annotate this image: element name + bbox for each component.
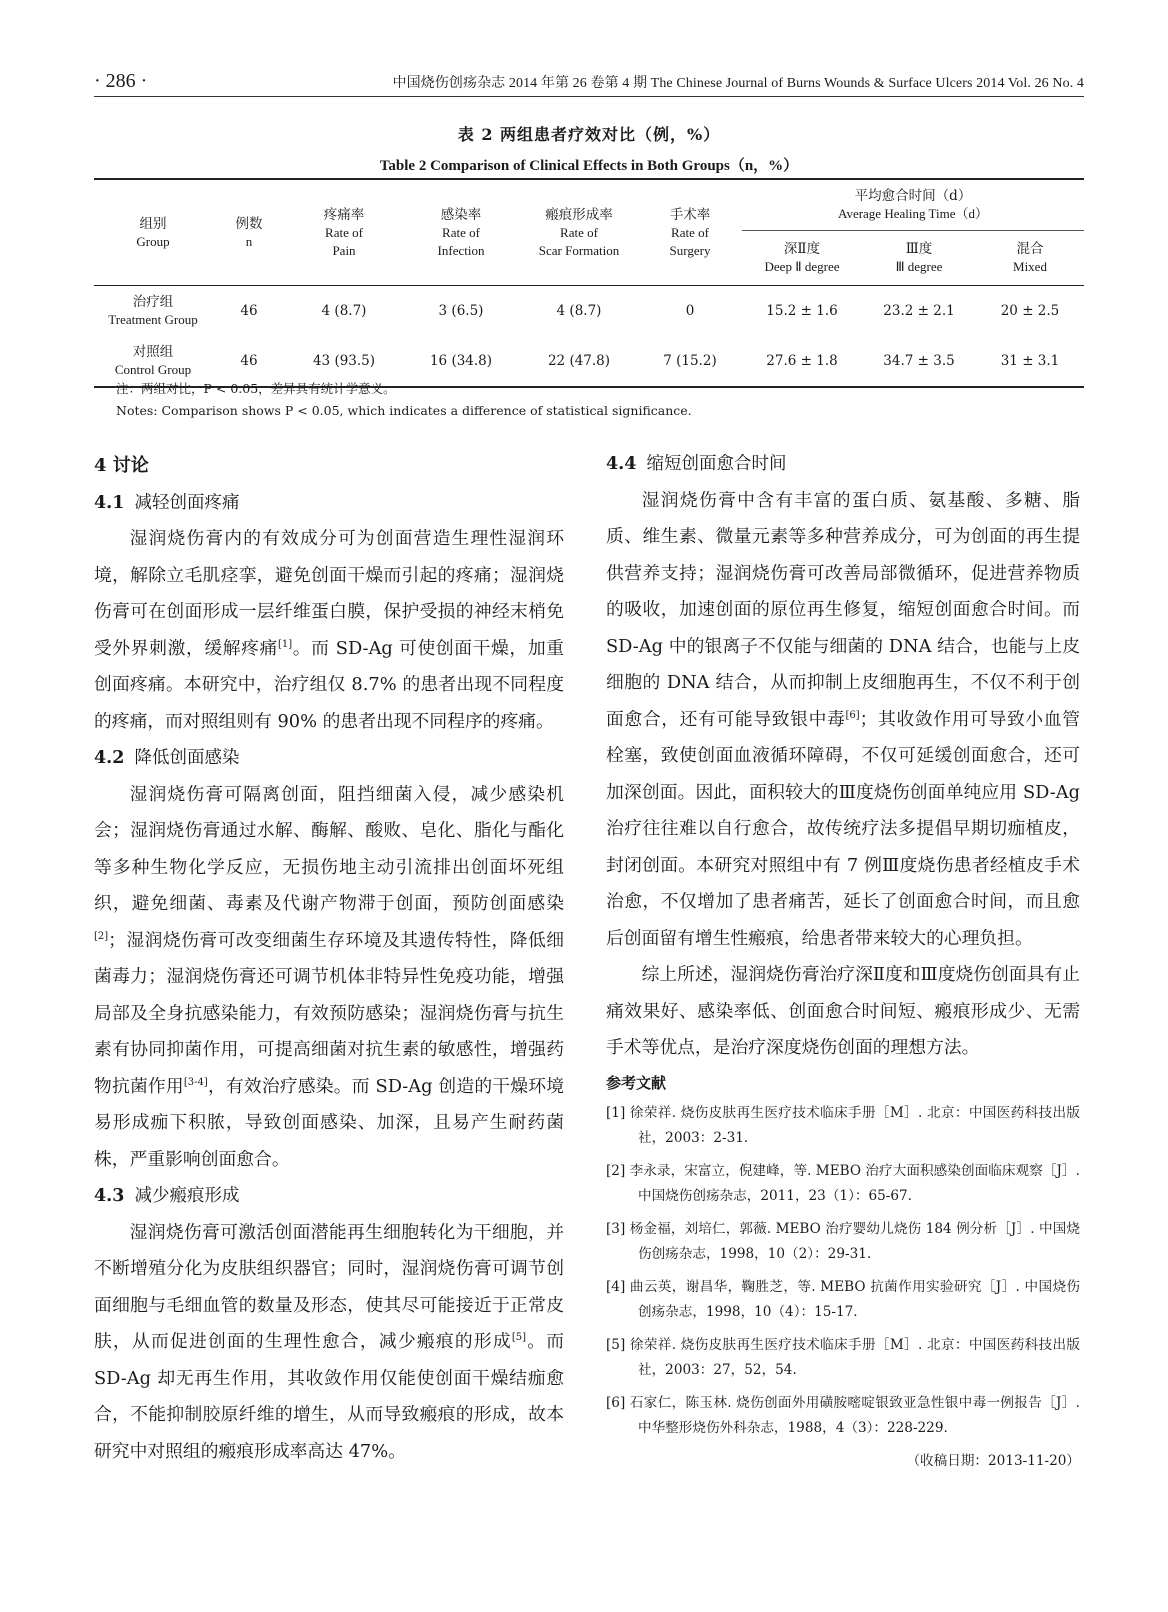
- cell-infection: 3 (6.5): [438, 303, 484, 319]
- subsection-heading-4-2: 4.2 降低创面感染: [94, 748, 240, 768]
- journal-running-title: 中国烧伤创疡杂志 2014 年第 26 卷第 4 期 The Chinese Journal of Burns Wounds & Surface Ulcers 2014 Vol. 26 No. 4: [392, 76, 1084, 91]
- header-group: 组别 Group: [136, 215, 170, 249]
- received-date: （收稿日期：2013-11-20）: [906, 1452, 1080, 1469]
- results-table: [94, 178, 1084, 388]
- subsection-heading-4-4: 4.4 缩短创面愈合时间: [606, 454, 787, 474]
- cell-deep2: 15.2 ± 1.6: [766, 303, 838, 319]
- citation: [1]: [277, 638, 293, 650]
- header-healing-time: 平均愈合时间（d） Average Healing Time（d）: [742, 179, 1084, 231]
- header-scar: 瘢痕形成率 Rate of Scar Formation: [538, 206, 620, 258]
- cell-mixed: 31 ± 3.1: [1000, 353, 1060, 369]
- header-deg3: Ⅲ度 Ⅲ degree: [895, 241, 943, 274]
- subsection-heading-4-3: 4.3 减少瘢痕形成: [94, 1186, 240, 1206]
- citation: [2]: [94, 930, 109, 942]
- cell-pain: 4 (8.7): [321, 303, 367, 319]
- cell-surgery: 0: [685, 303, 695, 319]
- section-heading-discussion: 4 讨论: [94, 455, 149, 476]
- paragraph-4-2: 湿润烧伤膏可隔离创面，阻挡细菌入侵，减少感染机会；湿润烧伤膏通过水解、酶解、酸败、皂化、脂化与酯化等多种生物化学反应，无损伤地主动引流排出创面坏死组织，避免细菌、毒素及代谢产物滞于创面，预防创面感染[2]；湿润烧伤膏可改变细菌生存环境及其遗传特性，降低细菌毒力；湿润烧伤膏还可调节机体非特异性免疫功能，增强局部及全身抗感染能力，有效预防感染；湿润烧伤膏与抗生素有协同抑菌作用，可提高细菌对抗生素的敏感性，增强药物抗菌作用[3-4]，有效治疗感染。而 SD-Ag 创造的干燥环境易形成痂下积脓，导致创面感染、加深，且易产生耐药菌株，严重影响创面愈合。: [94, 783, 564, 1170]
- cell-deep2: 27.6 ± 1.8: [766, 353, 838, 369]
- header-deep2: 深Ⅱ度 Deep Ⅱ degree: [764, 241, 840, 274]
- cell-deg3: 23.2 ± 2.1: [883, 303, 955, 319]
- paragraph-4-4: 湿润烧伤膏中含有丰富的蛋白质、氨基酸、多糖、脂质、维生素、微量元素等多种营养成分，可为创面的再生提供营养支持；湿润烧伤膏可改善局部微循环，促进营养物质的吸收，加速创面的原位再生修复，缩短创面愈合时间。而 SD-Ag 中的银离子不仅能与细菌的 DNA 结合，也能与上皮细胞的 DNA 结合，从而抑制上皮细胞再生，不仅不利于创面愈合，还有可能导致银中毒[6]；其收敛作用可导致小血管栓塞，致使创面血液循环障碍，不仅可延缓创面愈合，还可加深创面。因此，面积较大的Ⅲ度烧伤创面单纯应用 SD-Ag 治疗往往难以自行愈合，故传统疗法多提倡早期切痂植皮，封闭创面。本研究对照组中有 7 例Ⅲ度烧伤患者经植皮手术治愈，不仅增加了患者痛苦，延长了创面愈合时间，而且愈后创面留有增生性瘢痕，给患者带来较大的心理负担。: [606, 489, 1080, 949]
- paragraph-4-1: 湿润烧伤膏内的有效成分可为创面营造生理性湿润环境，解除立毛肌痉挛，避免创面干燥而引起的疼痛；湿润烧伤膏可在创面形成一层纤维蛋白膜，保护受损的神经末梢免受外界刺激，缓解疼痛[1]。而 SD-Ag 可使创面干燥，加重创面疼痛。本研究中，治疗组仅 8.7% 的患者出现不同程度的疼痛，而对照组则有 90% 的患者出现不同程序的疼痛。: [94, 528, 564, 732]
- cell-pain: 43 (93.5): [312, 353, 376, 369]
- table-title-en: Table 2 Comparison of Clinical Effects in Both Groups（n，%）: [379, 158, 799, 174]
- page-number: · 286 ·: [94, 70, 148, 92]
- table-row: [94, 286, 1084, 337]
- cell-group: 对照组 Control Group: [114, 344, 192, 377]
- cell-scar: 22 (47.8): [547, 353, 611, 369]
- cell-infection: 16 (34.8): [429, 353, 493, 369]
- cell-n: 46: [240, 353, 258, 369]
- cell-surgery: 7 (15.2): [663, 353, 717, 369]
- citation: [6]: [845, 709, 860, 721]
- reference-item: [1] 徐荣祥. 烧伤皮肤再生医疗技术临床手册［M］. 北京：中国医药科技出版社，2003：2-31.: [606, 1104, 1080, 1146]
- cell-n: 46: [240, 303, 258, 319]
- header-pain: 疼痛率 Rate of Pain: [323, 206, 365, 258]
- subsection-heading-4-1: 4.1 减轻创面疼痛: [94, 492, 240, 513]
- table-notes: [116, 378, 692, 422]
- cell-deg3: 34.7 ± 3.5: [883, 353, 955, 369]
- citation: [5]: [511, 1332, 526, 1344]
- right-column: [606, 446, 1080, 1473]
- paragraph-4-3: 湿润烧伤膏可激活创面潜能再生细胞转化为干细胞，并不断增殖分化为皮肤组织器官；同时，湿润烧伤膏可调节创面细胞与毛细血管的数量及形态，使其尽可能接近于正常皮肤，从而促进创面的生理性愈合，减少瘢痕的形成[5]。而 SD-Ag 却无再生作用，其收敛作用仅能使创面干燥结痂愈合，不能抑制胶原纤维的增生，从而导致瘢痕的形成，故本研究中对照组的瘢痕形成率高达 47%。: [94, 1221, 564, 1462]
- reference-item: [2] 李永录，宋富立，倪建峰，等. MEBO 治疗大面积感染创面临床观察［J］. 中国烧伤创疡杂志，2011，23（1）：65-67.: [606, 1162, 1080, 1204]
- references-heading: 参考文献: [606, 1073, 667, 1092]
- table-note-en: Notes: Comparison shows P < 0.05, which indicates a difference of statistical significance.: [116, 403, 692, 418]
- reference-item: [3] 杨金福，刘培仁，郭薇. MEBO 治疗婴幼儿烧伤 184 例分析［J］. 中国烧伤创疡杂志，1998，10（2）：29-31.: [606, 1220, 1080, 1262]
- citation: [3-4]: [183, 1076, 208, 1088]
- reference-item: [6] 石家仁，陈玉林. 烧伤创面外用磺胺嘧啶银致亚急性银中毒一例报告［J］. 中华整形烧伤外科杂志，1988，4（3）：228-229.: [606, 1394, 1080, 1436]
- header-infection: 感染率 Rate of Infection: [437, 206, 485, 258]
- reference-item: [4] 曲云英，谢昌华，鞠胜芝，等. MEBO 抗菌作用实验研究［J］. 中国烧伤创疡杂志，1998，10（4）：15-17.: [606, 1278, 1080, 1320]
- cell-mixed: 20 ± 2.5: [1000, 303, 1060, 319]
- table-title-cn: 表 2 两组患者疗效对比（例，%）: [457, 125, 721, 144]
- cell-group: 治疗组 Treatment Group: [108, 294, 198, 327]
- paragraph-summary: 综上所述，湿润烧伤膏治疗深Ⅱ度和Ⅲ度烧伤创面具有止痛效果好、感染率低、创面愈合时间短、瘢痕形成少、无需手术等优点，是治疗深度烧伤创面的理想方法。: [606, 964, 1080, 1058]
- reference-item: [5] 徐荣祥. 烧伤皮肤再生医疗技术临床手册［M］. 北京：中国医药科技出版社，2003：27，52，54.: [606, 1336, 1080, 1378]
- header-rule: [94, 96, 1084, 97]
- header-n: 例数 n: [235, 215, 263, 249]
- table-note-cn: 注：两组对比，P < 0.05，差异具有统计学意义。: [116, 381, 396, 396]
- cell-scar: 4 (8.7): [556, 303, 602, 319]
- left-column: [94, 446, 564, 1470]
- header-mixed: 混合 Mixed: [1013, 241, 1047, 274]
- header-surgery: 手术率 Rate of Surgery: [669, 206, 711, 258]
